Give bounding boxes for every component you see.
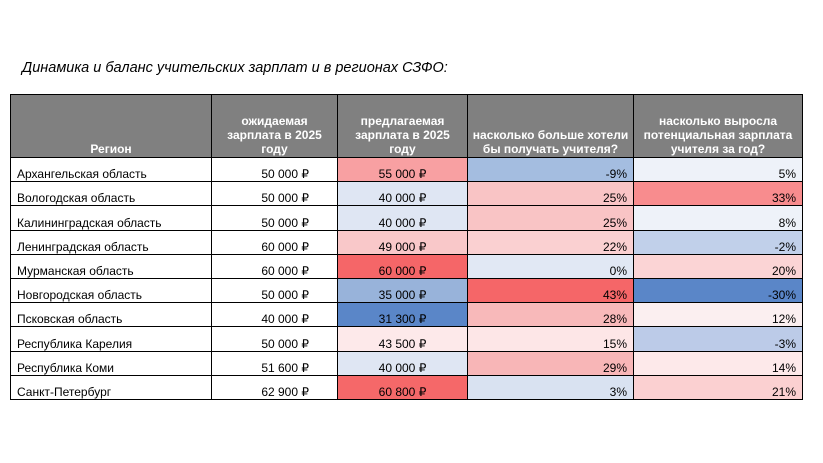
expected-salary-cell: 60 000 ₽ bbox=[212, 230, 338, 254]
table-row bbox=[11, 230, 803, 254]
region-cell: Санкт-Петербург bbox=[11, 375, 212, 399]
offered-salary-cell: 40 000 ₽ bbox=[338, 182, 468, 206]
growth-cell: 33% bbox=[634, 182, 803, 206]
region-cell: Вологодская область bbox=[11, 182, 212, 206]
growth-cell: 14% bbox=[634, 351, 803, 375]
offered-salary-cell: 40 000 ₽ bbox=[338, 351, 468, 375]
want-more-cell: 29% bbox=[468, 351, 634, 375]
expected-salary-cell: 50 000 ₽ bbox=[212, 158, 338, 182]
expected-salary-cell: 50 000 ₽ bbox=[212, 206, 338, 230]
growth-cell: 5% bbox=[634, 158, 803, 182]
want-more-cell: 3% bbox=[468, 375, 634, 399]
expected-salary-cell: 50 000 ₽ bbox=[212, 278, 338, 302]
growth-cell: -30% bbox=[634, 278, 803, 302]
want-more-cell: 0% bbox=[468, 254, 634, 278]
table-body bbox=[11, 158, 803, 400]
offered-salary-cell: 35 000 ₽ bbox=[338, 278, 468, 302]
region-cell: Мурманская область bbox=[11, 254, 212, 278]
table-row bbox=[11, 254, 803, 278]
want-more-cell: 28% bbox=[468, 303, 634, 327]
expected-salary-cell: 40 000 ₽ bbox=[212, 303, 338, 327]
offered-salary-cell: 49 000 ₽ bbox=[338, 230, 468, 254]
want-more-cell: 25% bbox=[468, 182, 634, 206]
expected-salary-cell: 62 900 ₽ bbox=[212, 375, 338, 399]
growth-cell: -2% bbox=[634, 230, 803, 254]
header-expected-salary: ожидаемая зарплата в 2025 году bbox=[212, 95, 338, 158]
want-more-cell: 22% bbox=[468, 230, 634, 254]
region-cell: Ленинградская область bbox=[11, 230, 212, 254]
table-header-row bbox=[11, 95, 803, 158]
offered-salary-cell: 40 000 ₽ bbox=[338, 206, 468, 230]
offered-salary-cell: 60 800 ₽ bbox=[338, 375, 468, 399]
region-cell: Новгородская область bbox=[11, 278, 212, 302]
table-row bbox=[11, 182, 803, 206]
expected-salary-cell: 50 000 ₽ bbox=[212, 182, 338, 206]
header-region: Регион bbox=[11, 95, 212, 158]
table-row bbox=[11, 278, 803, 302]
table-row bbox=[11, 158, 803, 182]
region-cell: Калининградская область bbox=[11, 206, 212, 230]
growth-cell: 21% bbox=[634, 375, 803, 399]
expected-salary-cell: 50 000 ₽ bbox=[212, 327, 338, 351]
growth-cell: -3% bbox=[634, 327, 803, 351]
table-row bbox=[11, 351, 803, 375]
want-more-cell: 43% bbox=[468, 278, 634, 302]
header-want-more: насколько больше хотели бы получать учителя? bbox=[468, 95, 634, 158]
growth-cell: 12% bbox=[634, 303, 803, 327]
offered-salary-cell: 31 300 ₽ bbox=[338, 303, 468, 327]
table-row bbox=[11, 206, 803, 230]
region-cell: Республика Карелия bbox=[11, 327, 212, 351]
region-cell: Республика Коми bbox=[11, 351, 212, 375]
offered-salary-cell: 43 500 ₽ bbox=[338, 327, 468, 351]
offered-salary-cell: 55 000 ₽ bbox=[338, 158, 468, 182]
want-more-cell: -9% bbox=[468, 158, 634, 182]
growth-cell: 8% bbox=[634, 206, 803, 230]
table-row bbox=[11, 375, 803, 399]
region-cell: Псковская область bbox=[11, 303, 212, 327]
expected-salary-cell: 51 600 ₽ bbox=[212, 351, 338, 375]
want-more-cell: 15% bbox=[468, 327, 634, 351]
page-title: Динамика и баланс учительских зарплат и в регионах СЗФО: bbox=[22, 60, 448, 76]
salary-table bbox=[10, 94, 803, 400]
offered-salary-cell: 60 000 ₽ bbox=[338, 254, 468, 278]
region-cell: Архангельская область bbox=[11, 158, 212, 182]
growth-cell: 20% bbox=[634, 254, 803, 278]
want-more-cell: 25% bbox=[468, 206, 634, 230]
header-growth: насколько выросла потенциальная зарплата учителя за год? bbox=[634, 95, 803, 158]
header-offered-salary: предлагаемая зарплата в 2025 году bbox=[338, 95, 468, 158]
table-row bbox=[11, 303, 803, 327]
table-row bbox=[11, 327, 803, 351]
expected-salary-cell: 60 000 ₽ bbox=[212, 254, 338, 278]
